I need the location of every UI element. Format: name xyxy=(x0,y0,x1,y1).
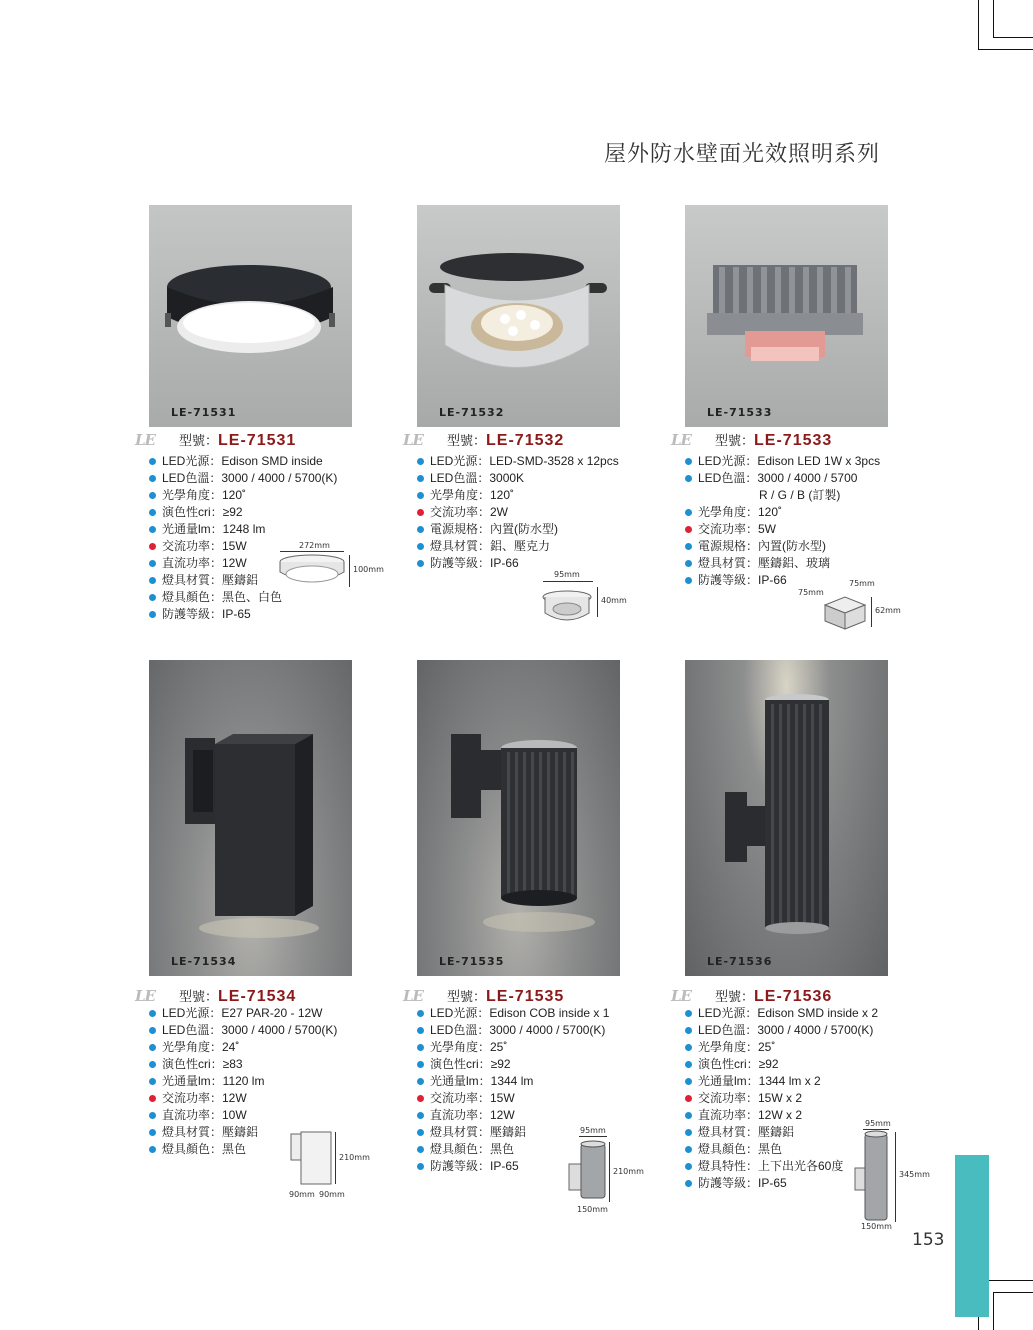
dimension-line xyxy=(335,1132,336,1184)
dimension-drawing xyxy=(853,1130,893,1224)
product-photo xyxy=(685,660,888,976)
spec-item: LED色溫：3000 / 4000 / 5700(K) xyxy=(685,1022,878,1039)
spec-item: 燈具顏色：黑色 xyxy=(149,1141,337,1158)
side-tab xyxy=(955,1155,989,1317)
spec-item: LED光源：Edison SMD inside xyxy=(149,453,337,470)
wall-light-updown-icon xyxy=(685,660,888,976)
spec-list xyxy=(685,1005,878,1192)
spec-item: 演色性cri：≥92 xyxy=(417,1056,609,1073)
crop-mark xyxy=(993,1292,994,1330)
dimension-line xyxy=(349,555,350,587)
model-label: 型號： xyxy=(715,434,755,449)
crop-mark xyxy=(993,1292,1033,1293)
spec-item: LED色溫：3000 / 4000 / 5700(K) xyxy=(417,1022,609,1039)
spec-item: 燈具材質：壓鑄鋁 xyxy=(417,1124,609,1141)
crop-mark xyxy=(978,0,979,50)
dimension-drawing xyxy=(541,587,593,627)
spec-item: LED色溫：3000 / 4000 / 5700(K) xyxy=(149,1022,337,1039)
spec-item: 燈具顏色：黑色 xyxy=(417,1141,609,1158)
dimension-drawing xyxy=(821,593,867,633)
dimension-label: 40mm xyxy=(601,596,627,605)
dimension-label: 150mm xyxy=(577,1205,608,1214)
spec-item: 光通量lm：1248 lm xyxy=(149,521,337,538)
le-logo-icon: LE xyxy=(135,431,155,449)
spec-item: 燈具材質：壓鑄鋁 xyxy=(685,1124,878,1141)
spec-item: 燈具材質：壓鑄鋁、玻璃 xyxy=(685,555,880,572)
spec-item: LED色溫：3000 / 4000 / 5700 xyxy=(685,470,880,487)
product-photo xyxy=(149,205,352,427)
model-label: 型號： xyxy=(179,434,219,449)
spec-item: 演色性cri：≥92 xyxy=(685,1056,878,1073)
dimension-label: 272mm xyxy=(299,541,330,550)
model-row xyxy=(135,986,296,1006)
spec-item: 光通量lm：1344 lm x 2 xyxy=(685,1073,878,1090)
spec-item: 防護等級：IP-66 xyxy=(417,555,619,572)
spec-item: 交流功率：5W xyxy=(685,521,880,538)
spec-item: 交流功率：12W xyxy=(149,1090,337,1107)
dimension-label: 100mm xyxy=(353,565,384,574)
spec-item: 交流功率：15W x 2 xyxy=(685,1090,878,1107)
model-label: 型號： xyxy=(179,990,219,1005)
photo-label: LE-71533 xyxy=(707,406,773,419)
spec-item: 光學角度：120˚ xyxy=(685,504,880,521)
page-title: 屋外防水壁面光效照明系列 xyxy=(603,142,880,167)
spec-item: 交流功率：15W xyxy=(417,1090,609,1107)
spec-item: 防護等級：IP-65 xyxy=(149,606,337,623)
crop-mark xyxy=(993,37,1033,38)
square-light-icon xyxy=(685,205,888,427)
photo-label: LE-71531 xyxy=(171,406,237,419)
product-card xyxy=(403,205,657,645)
le-logo-icon: LE xyxy=(135,987,155,1005)
spec-item: 直流功率：12W xyxy=(417,1107,609,1124)
dimension-label: 210mm xyxy=(339,1153,370,1162)
crop-mark xyxy=(978,49,1033,50)
product-photo xyxy=(149,660,352,976)
spec-item: 光通量lm：1120 lm xyxy=(149,1073,337,1090)
dimension-line xyxy=(280,551,344,552)
model-number: LE-71534 xyxy=(218,988,297,1005)
spec-item: LED光源：Edison LED 1W x 3pcs xyxy=(685,453,880,470)
dimension-line xyxy=(597,587,598,617)
spec-item: 演色性cri：≥83 xyxy=(149,1056,337,1073)
spec-item: 燈具材質：壓鑄鋁 xyxy=(149,1124,337,1141)
spec-list xyxy=(685,453,880,589)
model-row xyxy=(403,986,564,1006)
spec-item: 燈具顏色：黑色 xyxy=(685,1141,878,1158)
spec-item: 燈具材質：壓鑄鋁 xyxy=(149,572,337,589)
model-label: 型號： xyxy=(447,990,487,1005)
model-label: 型號： xyxy=(715,990,755,1005)
model-number: LE-71532 xyxy=(486,432,565,449)
spec-item: 防護等級：IP-65 xyxy=(685,1175,878,1192)
dimension-drawing xyxy=(567,1138,611,1202)
dimension-drawing xyxy=(289,1128,339,1190)
spec-item: 光學角度：24˚ xyxy=(149,1039,337,1056)
model-label: 型號： xyxy=(447,434,487,449)
spec-item: 燈具特性：上下出光各60度 xyxy=(685,1158,878,1175)
ceiling-light-round-icon xyxy=(149,205,352,427)
le-logo-icon: LE xyxy=(403,431,423,449)
spec-list xyxy=(417,453,619,572)
spec-item: 光學角度：120˚ xyxy=(417,487,619,504)
dimension-label: 95mm xyxy=(554,570,580,579)
dimension-label: 90mm xyxy=(319,1190,345,1199)
spec-item: LED色溫：3000K xyxy=(417,470,619,487)
model-row xyxy=(403,430,564,450)
spec-item: 直流功率：12W x 2 xyxy=(685,1107,878,1124)
product-card xyxy=(403,660,657,1214)
product-photo xyxy=(417,660,620,976)
photo-label: LE-71534 xyxy=(171,955,237,968)
spec-item: LED光源：LED-SMD-3528 x 12pcs xyxy=(417,453,619,470)
downlight-crystal-icon xyxy=(417,205,620,427)
le-logo-icon: LE xyxy=(403,987,423,1005)
model-number: LE-71531 xyxy=(218,432,297,449)
wall-light-square-icon xyxy=(149,660,352,976)
wall-light-cylinder-icon xyxy=(417,660,620,976)
spec-item: 直流功率：12W xyxy=(149,555,337,572)
model-row xyxy=(671,986,832,1006)
crop-mark xyxy=(993,0,994,38)
spec-item: 光學角度：25˚ xyxy=(685,1039,878,1056)
photo-label: LE-71535 xyxy=(439,955,505,968)
dimension-line xyxy=(579,1136,607,1137)
le-logo-icon: LE xyxy=(671,431,691,449)
product-card xyxy=(135,205,389,645)
product-photo xyxy=(417,205,620,427)
model-number: LE-71533 xyxy=(754,432,833,449)
dimension-label: 95mm xyxy=(865,1119,891,1128)
dimension-drawing xyxy=(277,550,347,590)
spec-item: LED光源：E27 PAR-20 - 12W xyxy=(149,1005,337,1022)
spec-item: LED色溫：3000 / 4000 / 5700(K) xyxy=(149,470,337,487)
product-photo xyxy=(685,205,888,427)
spec-list xyxy=(149,453,337,623)
spec-item: 防護等級：IP-65 xyxy=(417,1158,609,1175)
spec-item: 防護等級：IP-66 xyxy=(685,572,880,589)
photo-label: LE-71536 xyxy=(707,955,773,968)
dimension-label: 150mm xyxy=(861,1222,892,1231)
spec-item: R / G / B (訂製) xyxy=(759,488,841,502)
dimension-line xyxy=(871,597,872,627)
le-logo-icon: LE xyxy=(671,987,691,1005)
product-card xyxy=(135,660,389,1199)
dimension-label: 95mm xyxy=(580,1126,606,1135)
spec-item: LED光源：Edison SMD inside x 2 xyxy=(685,1005,878,1022)
spec-item: 光學角度：120˚ xyxy=(149,487,337,504)
product-card xyxy=(671,660,930,1250)
spec-item: 演色性cri：≥92 xyxy=(149,504,337,521)
spec-item: 交流功率：2W xyxy=(417,504,619,521)
spec-item: 交流功率：15W xyxy=(149,538,337,555)
page-number: 153 xyxy=(912,1230,945,1250)
spec-item: 光通量lm：1344 lm xyxy=(417,1073,609,1090)
spec-item: 燈具材質：鋁、壓克力 xyxy=(417,538,619,555)
model-row xyxy=(135,430,296,450)
model-number: LE-71536 xyxy=(754,988,833,1005)
dimension-line xyxy=(863,1129,889,1130)
spec-item: 燈具顏色：黑色、白色 xyxy=(149,589,337,606)
dimension-label: 90mm xyxy=(289,1190,315,1199)
dimension-line xyxy=(895,1132,896,1222)
dimension-line xyxy=(609,1142,610,1202)
photo-label: LE-71532 xyxy=(439,406,505,419)
spec-item: 電源規格：內置(防水型) xyxy=(685,538,880,555)
spec-item: 直流功率：10W xyxy=(149,1107,337,1124)
dimension-label: 75mm xyxy=(849,579,875,588)
dimension-line xyxy=(543,581,593,582)
spec-item: LED光源：Edison COB inside x 1 xyxy=(417,1005,609,1022)
product-card xyxy=(671,205,925,645)
dimension-label: 345mm xyxy=(899,1170,930,1179)
spec-item: 光學角度：25˚ xyxy=(417,1039,609,1056)
dimension-label: 210mm xyxy=(613,1167,644,1176)
dimension-label: 75mm xyxy=(798,588,824,597)
dimension-label: 62mm xyxy=(875,606,901,615)
spec-item: 電源規格：內置(防水型) xyxy=(417,521,619,538)
model-number: LE-71535 xyxy=(486,988,565,1005)
model-row xyxy=(671,430,832,450)
